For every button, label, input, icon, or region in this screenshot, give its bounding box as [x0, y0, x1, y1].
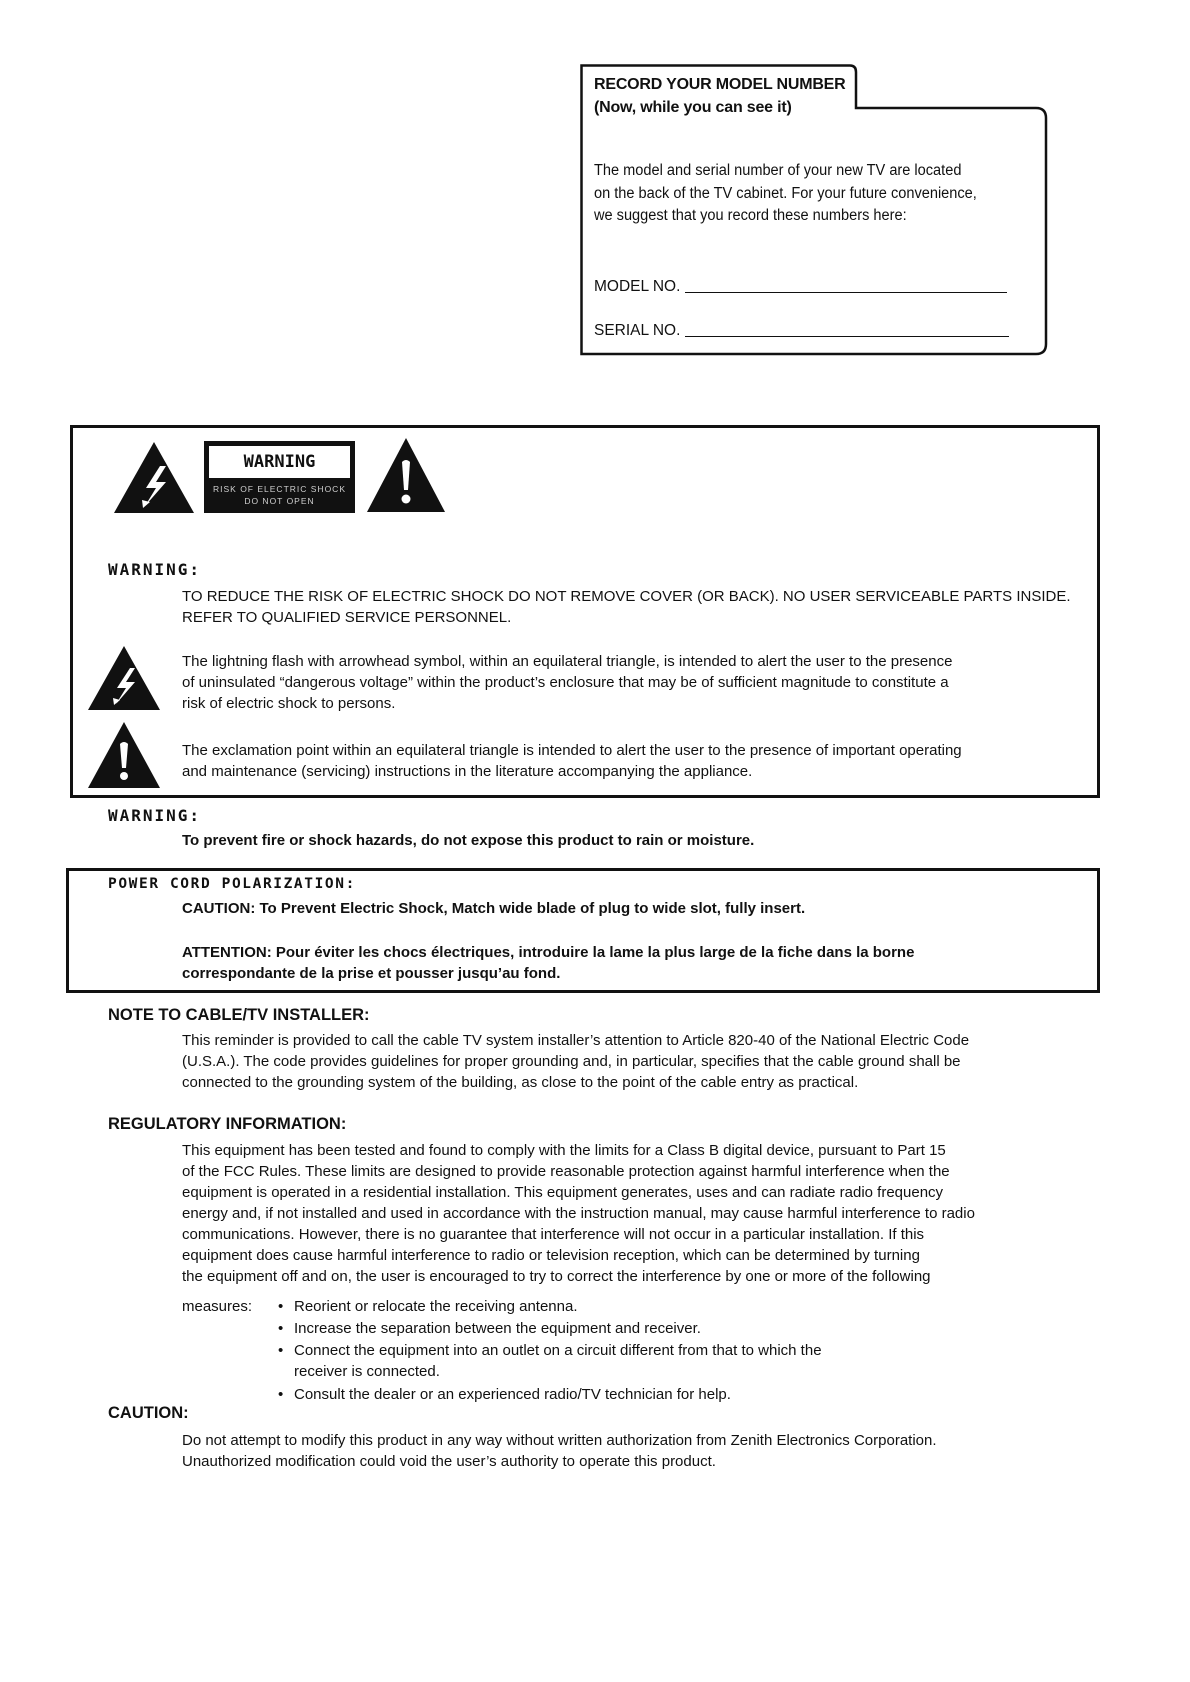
warning-heading: WARNING: — [108, 560, 202, 579]
regulatory-line: equipment does cause harmful interference to radio or television reception, which can be determined by turning — [182, 1247, 920, 1264]
regulatory-heading: REGULATORY INFORMATION: — [108, 1115, 347, 1133]
record-card-body — [594, 160, 1008, 228]
lightning-description-line: risk of electric shock to persons. — [182, 695, 396, 712]
cable-installer-line: (U.S.A.). The code provides guidelines for proper grounding and, in particular, specifies that the cable ground shall be — [182, 1053, 961, 1070]
measure-text: Connect the equipment into an outlet on a circuit different from that to which the — [294, 1342, 822, 1359]
measure-item — [278, 1296, 578, 1317]
regulatory-line: This equipment has been tested and found to comply with the limits for a Class B digital device, pursuant to Part 15 — [182, 1142, 946, 1159]
regulatory-line: energy and, if not installed and used in accordance with the instruction manual, may cause harmful interference to radio — [182, 1205, 975, 1222]
lightning-warning-icon — [112, 440, 196, 515]
cable-installer-line: connected to the grounding system of the building, as close to the point of the cable entry as practical. — [182, 1074, 859, 1091]
warning-moisture-heading: WARNING: — [108, 806, 202, 825]
warning-label-subtitle: RISK OF ELECTRIC SHOCK — [213, 484, 346, 494]
exclamation-description-line: and maintenance (servicing) instructions in the literature accompanying the appliance. — [182, 763, 753, 780]
record-card-body-line: The model and serial number of your new TV are located — [594, 162, 962, 179]
measure-item — [278, 1318, 701, 1339]
bullet-icon: • — [278, 1298, 284, 1315]
measure-continuation: receiver is connected. — [294, 1363, 440, 1380]
warning-text — [182, 586, 1071, 628]
model-number-line[interactable] — [685, 292, 1007, 293]
record-model-card — [580, 64, 1048, 356]
power-cord-attention-line: correspondante de la prise et pousser jusqu’au fond. — [182, 965, 561, 982]
measure-text: Consult the dealer or an experienced radio/TV technician for help. — [294, 1386, 731, 1403]
caution-line: Unauthorized modification could void the user’s authority to operate this product. — [182, 1453, 716, 1470]
warning-text-line: REFER TO QUALIFIED SERVICE PERSONNEL. — [182, 609, 512, 626]
exclamation-description-line: The exclamation point within an equilateral triangle is intended to alert the user to the presence of important operating — [182, 742, 962, 759]
cable-installer-text — [182, 1030, 969, 1093]
measure-text: Increase the separation between the equipment and receiver. — [294, 1320, 701, 1337]
warning-label-plate — [204, 441, 355, 513]
warning-moisture-text: To prevent fire or shock hazards, do not expose this product to rain or moisture. — [182, 832, 755, 849]
bullet-icon: • — [278, 1386, 284, 1403]
regulatory-line: of the FCC Rules. These limits are designed to provide reasonable protection against harmful interference when the — [182, 1163, 950, 1180]
record-card-body-line: we suggest that you record these numbers here: — [594, 207, 907, 224]
measure-item — [278, 1340, 822, 1361]
power-cord-attention — [182, 942, 914, 984]
cable-installer-heading: NOTE TO CABLE/TV INSTALLER: — [108, 1006, 370, 1024]
caution-line: Do not attempt to modify this product in any way without written authorization from Zenith Electronics Corporation. — [182, 1432, 937, 1449]
power-cord-attention-line: ATTENTION: Pour éviter les chocs électriques, introduire la lame la plus large de la fiche dans la borne — [182, 944, 915, 961]
regulatory-line: the equipment off and on, the user is encouraged to try to correct the interference by one or more of the following — [182, 1268, 931, 1285]
regulatory-text — [182, 1140, 975, 1287]
lightning-description — [182, 651, 952, 714]
record-card-body-line: on the back of the TV cabinet. For your future convenience, — [594, 184, 977, 202]
warning-label-subtitle: DO NOT OPEN — [244, 496, 315, 506]
lightning-description-line: The lightning flash with arrowhead symbol, within an equilateral triangle, is intended to alert the user to the presence — [182, 653, 953, 670]
model-number-field[interactable] — [594, 278, 1007, 296]
measures-label: measures: — [182, 1298, 253, 1315]
warning-label-title: WARNING — [208, 445, 351, 479]
serial-number-label: SERIAL NO. — [594, 322, 681, 339]
exclamation-warning-icon — [365, 436, 447, 514]
caution-text — [182, 1430, 937, 1472]
record-card-subtitle: (Now, while you can see it) — [594, 99, 792, 116]
regulatory-line: communications. However, there is no guarantee that interference will not occur in a particular installation. If this — [182, 1226, 925, 1243]
bullet-icon: • — [278, 1320, 284, 1337]
regulatory-line: equipment is operated in a residential installation. This equipment generates, uses and can radiate radio frequency — [182, 1184, 944, 1201]
model-number-label: MODEL NO. — [594, 278, 681, 295]
power-cord-heading: POWER CORD POLARIZATION: — [108, 876, 356, 892]
serial-number-line[interactable] — [685, 336, 1009, 337]
serial-number-field[interactable] — [594, 322, 1009, 340]
exclamation-description — [182, 740, 962, 782]
measure-item — [278, 1384, 731, 1405]
power-cord-caution: CAUTION: To Prevent Electric Shock, Match wide blade of plug to wide slot, fully insert. — [182, 900, 806, 917]
record-card-title: RECORD YOUR MODEL NUMBER — [594, 76, 846, 93]
bullet-icon: • — [278, 1342, 284, 1359]
cable-installer-line: This reminder is provided to call the cable TV system installer’s attention to Article 820-40 of the National Electric Code — [182, 1032, 970, 1049]
caution-heading: CAUTION: — [108, 1404, 189, 1422]
lightning-description-line: of uninsulated “dangerous voltage” within the product’s enclosure that may be of sufficient magnitude to constitute a — [182, 674, 949, 691]
lightning-symbol-icon — [86, 644, 162, 712]
warning-text-line: TO REDUCE THE RISK OF ELECTRIC SHOCK DO NOT REMOVE COVER (OR BACK). NO USER SERVICEABLE PARTS INSIDE. — [182, 588, 1071, 605]
exclamation-symbol-icon — [86, 720, 162, 790]
measure-text: Reorient or relocate the receiving antenna. — [294, 1298, 578, 1315]
